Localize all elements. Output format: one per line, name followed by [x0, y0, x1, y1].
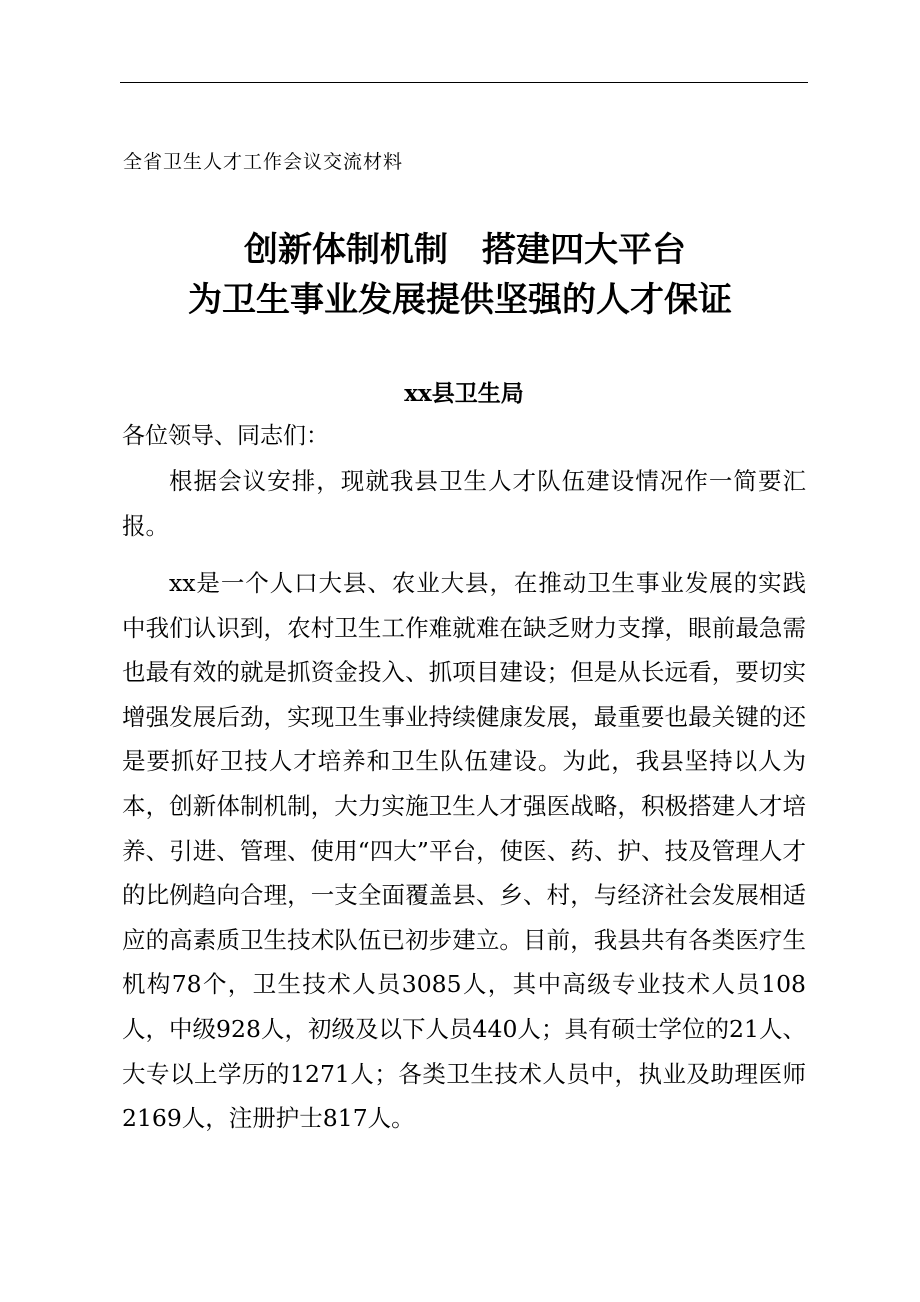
salutation: 各位领导、同志们：	[122, 423, 329, 449]
header-rule	[120, 82, 808, 83]
title-line-1: 创新体制机制 搭建四大平台	[244, 230, 686, 270]
author: xx县卫生局	[404, 380, 524, 407]
paragraph-2: xx是一个人口大县、农业大县，在推动卫生事业发展的实践中我们认识到，农村卫生工作难就难在缺乏财力支撑，眼前最急需也最有效的就是抓资金投入、抓项目建设；但是从长远看，要切实增强发展后劲，实现卫生事业持续健康发展，最重要也最关键的还是要抓好卫技人才培养和卫生队伍建设。为此，我县坚持以人为本，创新体制机制，大力实施卫生人才强医战略，积极搭建人才培养、引进、管理、使用“四大”平台，使医、药、护、技及管理人才的比例趋向合理，一支全面覆盖县、乡、村，与经济社会发展相适应的高素质卫生技术队伍已初步建立。目前，我县共有各类医疗生机构78个，卫生技术人员3085人，其中高级专业技术人员108人，中级928人，初级及以下人员440人；具有硕士学位的21人、大专以上学历的1271人；各类卫生技术人员中，执业及助理医师2169人，注册护士817人。	[122, 569, 806, 1133]
paragraph-1: 根据会议安排，现就我县卫生人才队伍建设情况作一简要汇报。	[122, 467, 806, 540]
title-line-2: 为卫生事业发展提供坚强的人才保证	[188, 280, 732, 320]
header-label: 全省卫生人才工作会议交流材料	[123, 151, 404, 173]
